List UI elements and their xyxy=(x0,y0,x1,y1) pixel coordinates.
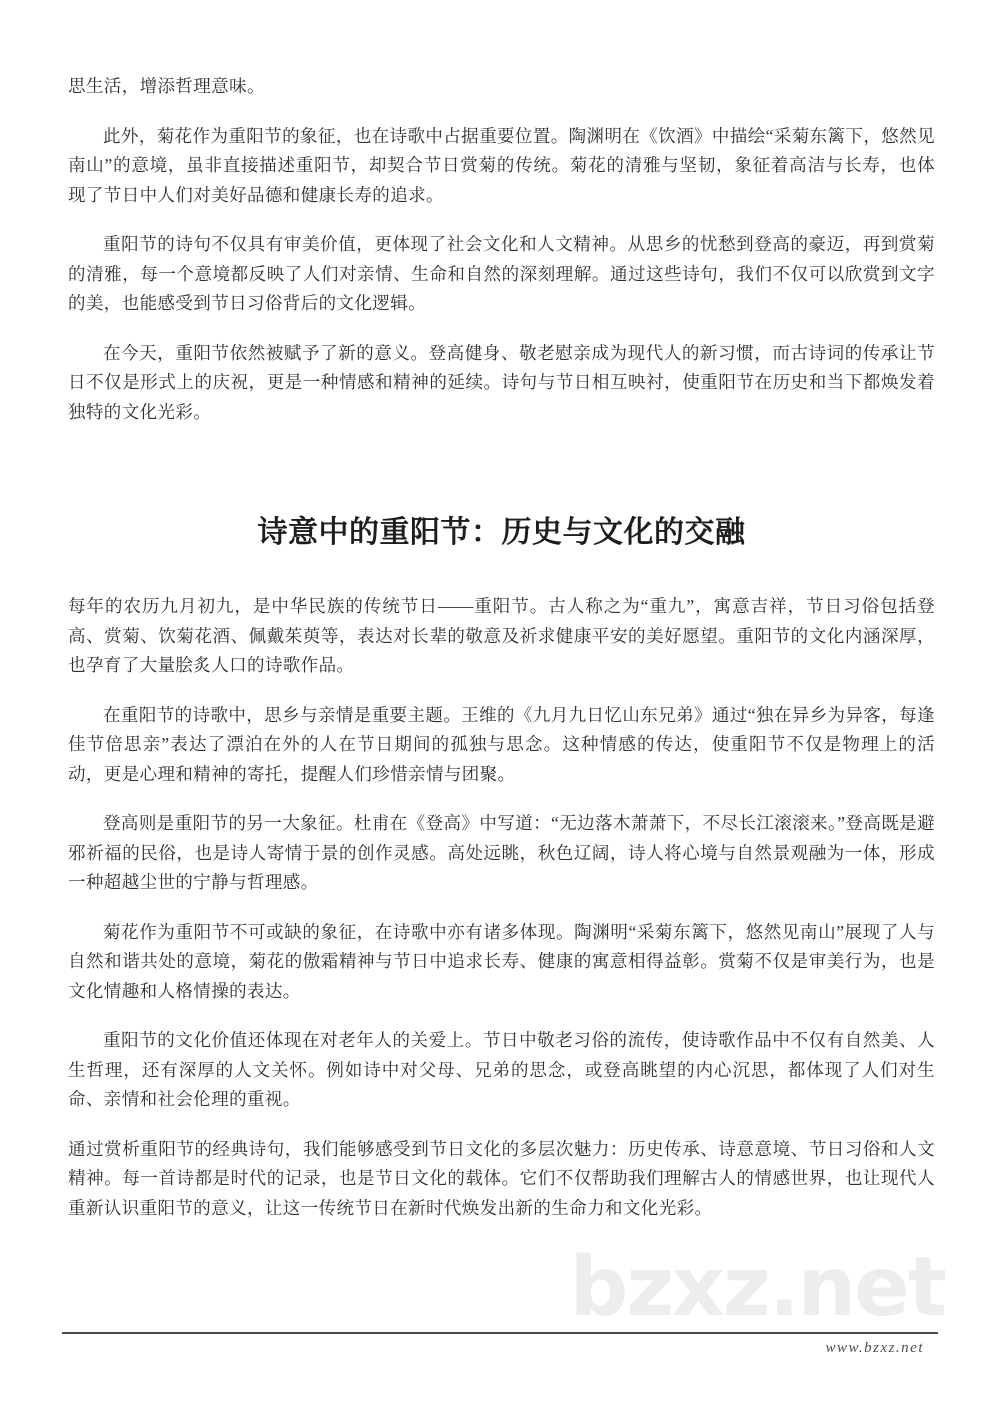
paragraph: 重阳节的诗句不仅具有审美价值，更体现了社会文化和人文精神。从思乡的忧愁到登高的豪迈，再到赏菊的清雅，每一个意境都反映了人们对亲情、生命和自然的深刻理解。通过这些诗句，我们不仅可以欣赏到文字的美，也能感受到节日习俗背后的文化逻辑。 xyxy=(68,234,935,313)
paragraph-lead: 每年的农历九月初九，是中华民族的传统节日——重阳节。古人称之为“重九”，寓意吉祥，节日习俗包括登高、赏菊、饮菊花酒、佩戴茱萸等，表达对长辈的敬意及祈求健康平安的美好愿望。重阳节的文化内涵深厚，也孕育了大量脍炙人口的诗歌作品。 xyxy=(68,596,935,675)
paragraph: 登高则是重阳节的另一大象征。杜甫在《登高》中写道：“无边落木萧萧下，不尽长江滚滚来。”登高既是避邪祈福的民俗，也是诗人寄情于景的创作灵感。高处远眺，秋色辽阔，诗人将心境与自然景观融为一体，形成一种超越尘世的宁静与哲理感。 xyxy=(68,813,935,892)
site-watermark: bzxz.net xyxy=(569,1240,945,1335)
paragraph: 此外，菊花作为重阳节的象征，也在诗歌中占据重要位置。陶渊明在《饮酒》中描绘“采菊东篱下，悠然见南山”的意境，虽非直接描述重阳节，却契合节日赏菊的传统。菊花的清雅与坚韧，象征着高洁与长寿，也体现了节日中人们对美好品德和健康长寿的追求。 xyxy=(68,125,935,205)
paragraph: 重阳节的文化价值还体现在对老年人的关爱上。节日中敬老习俗的流传，使诗歌作品中不仅有自然美、人生哲理，还有深厚的人文关怀。例如诗中对父母、兄弟的思念，或登高眺望的内心沉思，都体现了人们对生命、亲情和社会伦理的重视。 xyxy=(68,1030,935,1109)
footer-divider xyxy=(62,1332,938,1357)
paragraph: 在今天，重阳节依然被赋予了新的意义。登高健身、敬老慰亲成为现代人的新习惯，而古诗词的传承让节日不仅是形式上的庆祝，更是一种情感和精神的延续。诗句与节日相互映衬，使重阳节在历史和当下都焕发着独特的文化光彩。 xyxy=(68,342,935,422)
article-title: 诗意中的重阳节：历史与文化的交融 xyxy=(257,516,746,549)
paragraph-continuation: 思生活，增添哲理意味。 xyxy=(68,76,265,96)
paragraph-conclusion: 通过赏析重阳节的经典诗句，我们能够感受到节日文化的多层次魅力：历史传承、诗意意境、节日习俗和人文精神。每一首诗都是时代的记录，也是节日文化的载体。它们不仅帮助我们理解古人的情感世界，也让现代人重新认识重阳节的意义，让这一传统节日在新时代焕发出新的生命力和文化光彩。 xyxy=(68,1138,935,1218)
footer-site-url: www.bzxz.net xyxy=(825,1340,924,1356)
paragraph: 菊花作为重阳节不可或缺的象征，在诗歌中亦有诸多体现。陶渊明“采菊东篱下，悠然见南山”展现了人与自然和谐共处的意境，菊花的傲霜精神与节日中追求长寿、健康的寓意相得益彰。赏菊不仅是审美行为，也是文化情趣和人格情操的表达。 xyxy=(68,921,935,1001)
paragraph: 在重阳节的诗歌中，思乡与亲情是重要主题。王维的《九月九日忆山东兄弟》通过“独在异乡为异客，每逢佳节倍思亲”表达了漂泊在外的人在节日期间的孤独与思念。这种情感的传达，使重阳节不仅是物理上的活动，更是心理和精神的寄托，提醒人们珍惜亲情与团聚。 xyxy=(68,704,935,784)
